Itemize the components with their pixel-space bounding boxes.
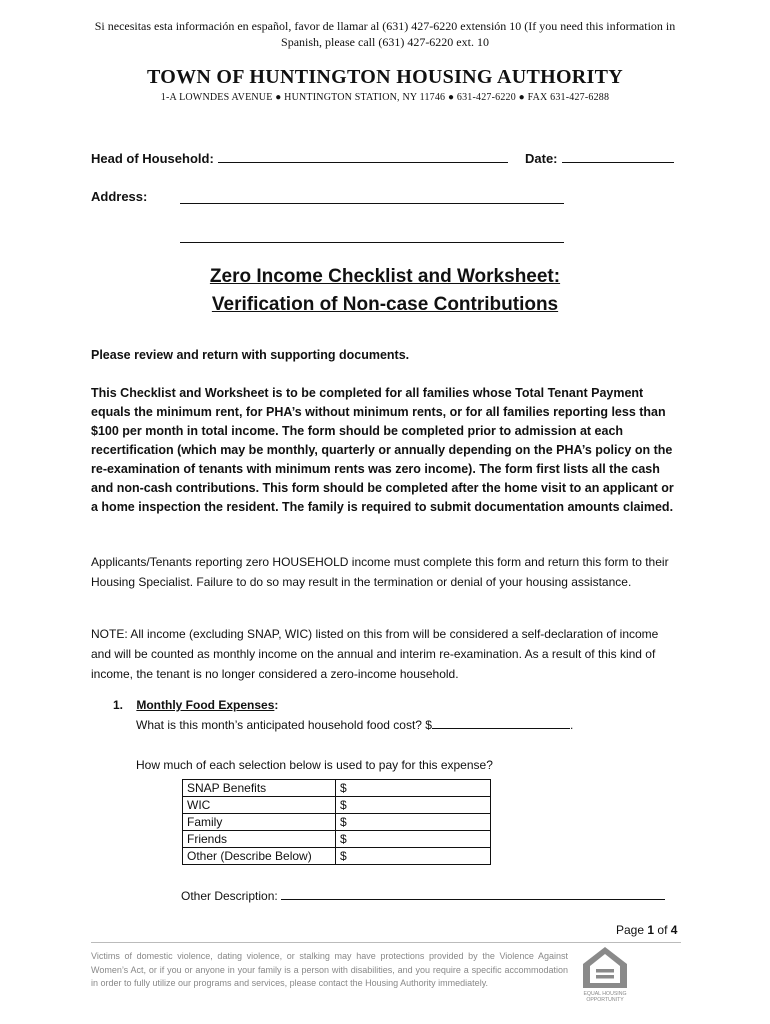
review-instruction: Please review and return with supporting documents. (91, 348, 410, 362)
form-title: Zero Income Checklist and Worksheet: (209, 266, 561, 287)
vawa-notice: Victims of domestic violence, dating violence, or stalking may have protections provided by the Violence Against Women’s Act, or if you or anyone in your family is a person with disabilities, and you require a specific accommodation in order to fully utilize our programs and services, please contact the Housing Authority immediately. (91, 951, 568, 988)
source-amount[interactable]: $ (336, 780, 491, 797)
other-description-field[interactable] (181, 889, 665, 903)
other-description-line[interactable] (281, 889, 665, 900)
logo-text-line-2: OPPORTUNITY (586, 997, 624, 1003)
table-row (183, 814, 491, 831)
section-1-heading: 1. Monthly Food Expenses: (113, 698, 279, 712)
address-label: Address: (91, 189, 148, 204)
section-1-number: 1. (113, 698, 124, 712)
source-amount[interactable]: $ (336, 831, 491, 848)
food-cost-question-text: What is this month’s anticipated household food cost? $ (136, 718, 432, 732)
table-row (183, 831, 491, 848)
source-label: SNAP Benefits (183, 780, 336, 797)
expense-source-table (182, 779, 491, 865)
expense-source-question: How much of each selection below is used to pay for this expense? (136, 758, 493, 772)
footer-divider (91, 942, 681, 943)
head-of-household-label: Head of Household: (91, 151, 214, 166)
source-amount[interactable]: $ (336, 797, 491, 814)
food-cost-blank[interactable] (432, 718, 570, 729)
income-note: NOTE: All income (excluding SNAP, WIC) listed on this from will be considered a self-declaration of income and will be counted as monthly income on the annual and interim re-examination. As a result of this kind of income, the tenant is no longer considered a zero-income household. (91, 627, 659, 681)
equal-housing-opportunity-icon (580, 944, 630, 1004)
source-label: Other (Describe Below) (183, 848, 336, 865)
form-subtitle: Verification of Non-case Contributions (211, 294, 559, 315)
source-label: WIC (183, 797, 336, 814)
table-row (183, 797, 491, 814)
organization-address: 1-A LOWNDES AVENUE ● HUNTINGTON STATION, NY 11746 ● 631-427-6220 ● FAX 631-427-6288 (160, 92, 610, 103)
source-label: Family (183, 814, 336, 831)
section-1-title: Monthly Food Expenses (136, 698, 275, 712)
head-of-household-line[interactable] (218, 150, 508, 163)
applicants-instruction: Applicants/Tenants reporting zero HOUSEHOLD income must complete this form and return this form to their Housing Specialist. Failure to do so may result in the termination or denial of your housing assistance. (91, 555, 669, 589)
date-field[interactable] (525, 150, 674, 166)
organization-name: TOWN OF HUNTINGTON HOUSING AUTHORITY (146, 66, 624, 88)
date-label: Date: (525, 151, 558, 166)
source-label: Friends (183, 831, 336, 848)
table-row (183, 848, 491, 865)
page-number: Page 1 of 4 (616, 923, 678, 937)
checklist-description: This Checklist and Worksheet is to be completed for all families whose Total Tenant Payment equals the minimum rent, for PHA’s without minimum rents, or for all families reporting less than $100 per month in total income. The form should be completed prior to admission at each recertification (which may be monthly, quarterly or annually depending on the PHA’s policy on the re-examination of tenants with minimum rents was zero income). The form first lists all the cash and non-cash contributions. This form should be completed after the home visit to an applicant or a home inspection the resident. The family is required to submit documentation amounts claimed. (91, 386, 674, 514)
food-cost-question[interactable]: What is this month’s anticipated household food cost? $ . (136, 718, 574, 732)
logo-text-line-1: EQUAL HOUSING (583, 991, 627, 997)
date-line[interactable] (562, 150, 674, 163)
address-line-2[interactable] (180, 242, 564, 243)
spanish-notice: Si necesitas esta información en español, favor de llamar al (631) 427-6220 extensión 10 (If you need this information in Spanish, please call (631) 427-6220 ext. 10 (94, 19, 676, 49)
table-row (183, 780, 491, 797)
address-line-1[interactable] (180, 203, 564, 204)
head-of-household-field[interactable] (91, 150, 508, 166)
source-amount[interactable]: $ (336, 848, 491, 865)
other-description-label: Other Description: (181, 889, 278, 903)
source-amount[interactable]: $ (336, 814, 491, 831)
